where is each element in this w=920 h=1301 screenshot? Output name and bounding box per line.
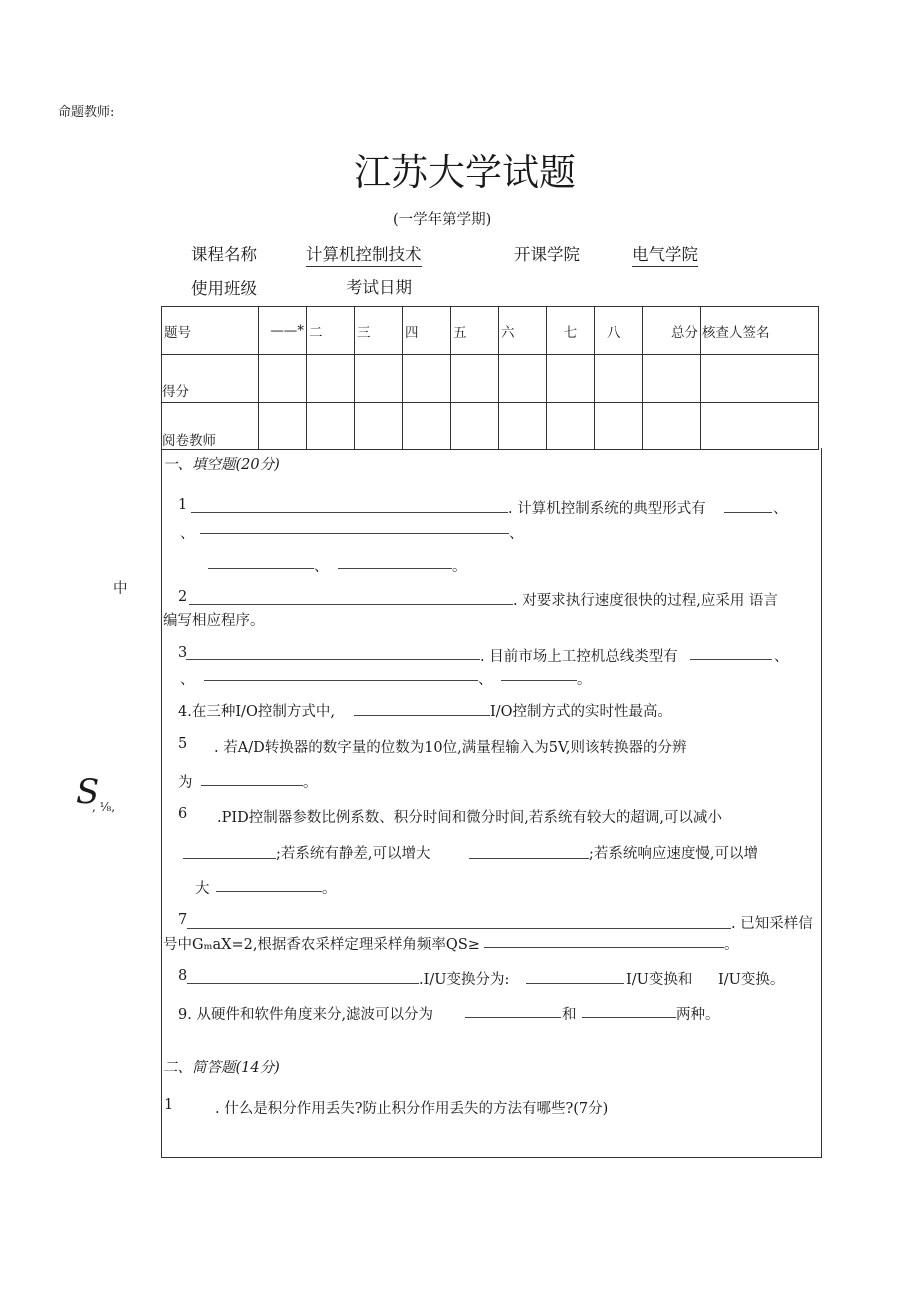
col-six: 六 <box>499 307 547 355</box>
class-label: 使用班级 <box>191 279 257 298</box>
q5-blank[interactable] <box>201 785 303 786</box>
score-cell <box>499 355 547 403</box>
grader-cell <box>355 403 403 450</box>
s2-q1-number: 1 <box>164 1097 174 1113</box>
margin-mark-s: S <box>76 772 100 812</box>
q1-blank-1[interactable] <box>191 512 508 513</box>
q4-text-a: 4.在三种I/O控制方式中, <box>178 704 335 720</box>
q1-sep-2: 、 <box>180 526 195 542</box>
q2-text: . 对要求执行速度很快的过程,应采用 语言 <box>513 593 778 609</box>
q2-blank[interactable] <box>189 604 513 605</box>
q1-blank-4[interactable] <box>208 568 314 569</box>
q8-text-c: I/U变换。 <box>718 972 785 988</box>
q6-number: 6 <box>178 806 188 822</box>
col-two: 二 <box>307 307 355 355</box>
grader-cell <box>307 403 355 450</box>
college-value: 电气学院 <box>632 241 698 267</box>
row-header-grader: 阅卷教师 <box>162 403 259 450</box>
q6-text-2a: ;若系统有静差,可以增大 <box>276 846 431 862</box>
q9-text-a: 9. 从硬件和软件角度来分,滤波可以分为 <box>178 1007 434 1023</box>
section1-title: 一、填空题(20分) <box>163 457 280 473</box>
q7-number: 7 <box>178 912 188 928</box>
q9-text-b: 和 <box>562 1007 577 1023</box>
q1-blank-5[interactable] <box>338 568 452 569</box>
q6-text-2b: ;若系统响应速度慢,可以增 <box>589 846 758 862</box>
q3-sep-2: 、 <box>180 672 195 688</box>
q5-number: 5 <box>178 736 188 752</box>
q1-blank-3[interactable] <box>200 533 509 534</box>
q3-sep-1: 、 <box>774 649 789 665</box>
q1-text: . 计算机控制系统的典型形式有 <box>508 501 706 517</box>
score-cell <box>701 355 819 403</box>
q6-end: 。 <box>322 881 337 897</box>
col-one: ——* <box>259 307 307 355</box>
q6-text: .PID控制器参数比例系数、积分时间和微分时间,若系统有较大的超调,可以减小 <box>217 810 722 826</box>
score-cell <box>355 355 403 403</box>
col-five: 五 <box>451 307 499 355</box>
col-four: 四 <box>403 307 451 355</box>
q8-text-a: .I/U变换分为: <box>419 972 510 988</box>
q3-blank-2[interactable] <box>690 659 772 660</box>
q6-blank-2[interactable] <box>469 858 589 859</box>
grader-cell <box>595 403 643 450</box>
q2-text-2: 编写相应程序。 <box>163 613 265 629</box>
q7-text: . 已知采样信 <box>731 916 813 932</box>
grader-cell <box>259 403 307 450</box>
margin-mark-s-small: , ⅛, <box>92 800 116 814</box>
page-title: 江苏大学试题 <box>354 151 576 194</box>
q3-blank-1[interactable] <box>186 659 480 660</box>
q3-text: . 目前市场上工控机总线类型有 <box>480 649 678 665</box>
q1-sep-3: 、 <box>509 526 524 542</box>
q6-text-3a: 大 <box>195 881 210 897</box>
q7-blank-1[interactable] <box>187 928 731 929</box>
college-label: 开课学院 <box>514 245 580 264</box>
q8-text-b: I/U变换和 <box>626 972 693 988</box>
q8-number: 8 <box>178 968 188 984</box>
q6-blank-1[interactable] <box>183 858 276 859</box>
score-cell <box>643 355 701 403</box>
score-cell <box>595 355 643 403</box>
score-table <box>161 306 819 450</box>
q1-sep-1: 、 <box>773 501 788 517</box>
term-line: (一学年第学期) <box>393 212 492 228</box>
table-row-numbers <box>162 307 819 355</box>
grader-cell <box>499 403 547 450</box>
table-row-scores <box>162 355 819 403</box>
q1-sep-4: 、 <box>314 559 329 575</box>
q3-sep-3: 、 <box>478 672 493 688</box>
q4-blank[interactable] <box>354 715 490 716</box>
q4-text-b: I/O控制方式的实时性最高。 <box>490 704 672 720</box>
q3-blank-3[interactable] <box>204 680 478 681</box>
col-seven: 七 <box>547 307 595 355</box>
q5-text-2a: 为 <box>178 775 193 791</box>
q7-blank-2[interactable] <box>484 947 724 948</box>
q1-number: 1 <box>178 497 188 513</box>
q5-text: . 若A/D转换器的数字量的位数为10位,满量程输入为5V,则该转换器的分辨 <box>214 740 687 756</box>
table-row-graders <box>162 403 819 450</box>
q7-text-2a: 号中GₘaX=2,根据香农采样定理采样角频率QS≥ <box>163 937 480 953</box>
s2-q1-text: . 什么是积分作用丢失?防止积分作用丢失的方法有哪些?(7分) <box>215 1101 609 1117</box>
q3-blank-4[interactable] <box>501 680 577 681</box>
course-name-label: 课程名称 <box>191 245 257 264</box>
q8-blank-1[interactable] <box>187 983 419 984</box>
margin-mark-zhong: 中 <box>113 581 128 597</box>
score-cell <box>307 355 355 403</box>
col-checker-signature: 核查人签名 <box>701 307 819 355</box>
row-header-score: 得分 <box>162 355 259 403</box>
grader-cell <box>701 403 819 450</box>
q6-blank-3[interactable] <box>216 891 322 892</box>
col-eight: 八 <box>595 307 643 355</box>
col-total: 总分 <box>643 307 701 355</box>
course-name-value: 计算机控制技术 <box>306 241 422 267</box>
q2-number: 2 <box>178 589 188 605</box>
grader-cell <box>643 403 701 450</box>
q7-end: 。 <box>724 937 739 953</box>
q8-blank-2[interactable] <box>526 983 624 984</box>
grader-cell <box>403 403 451 450</box>
q3-number: 3 <box>178 645 188 661</box>
setter-label: 命题教师: <box>58 105 115 120</box>
section2-title: 二、简答题(14分) <box>163 1060 280 1076</box>
q9-text-c: 两种。 <box>676 1007 720 1023</box>
q3-end: 。 <box>577 672 592 688</box>
score-cell <box>451 355 499 403</box>
score-cell <box>547 355 595 403</box>
col-three: 三 <box>355 307 403 355</box>
score-cell <box>403 355 451 403</box>
exam-date-label: 考试日期 <box>346 278 412 297</box>
q5-end: 。 <box>303 775 318 791</box>
q9-blank-1[interactable] <box>465 1017 561 1018</box>
q1-end: 。 <box>452 559 467 575</box>
q1-blank-2[interactable] <box>724 512 772 513</box>
q9-blank-2[interactable] <box>582 1017 676 1018</box>
grader-cell <box>451 403 499 450</box>
grader-cell <box>547 403 595 450</box>
score-cell <box>259 355 307 403</box>
question-frame <box>161 448 822 1158</box>
row-header-question-no: 题号 <box>162 307 259 355</box>
